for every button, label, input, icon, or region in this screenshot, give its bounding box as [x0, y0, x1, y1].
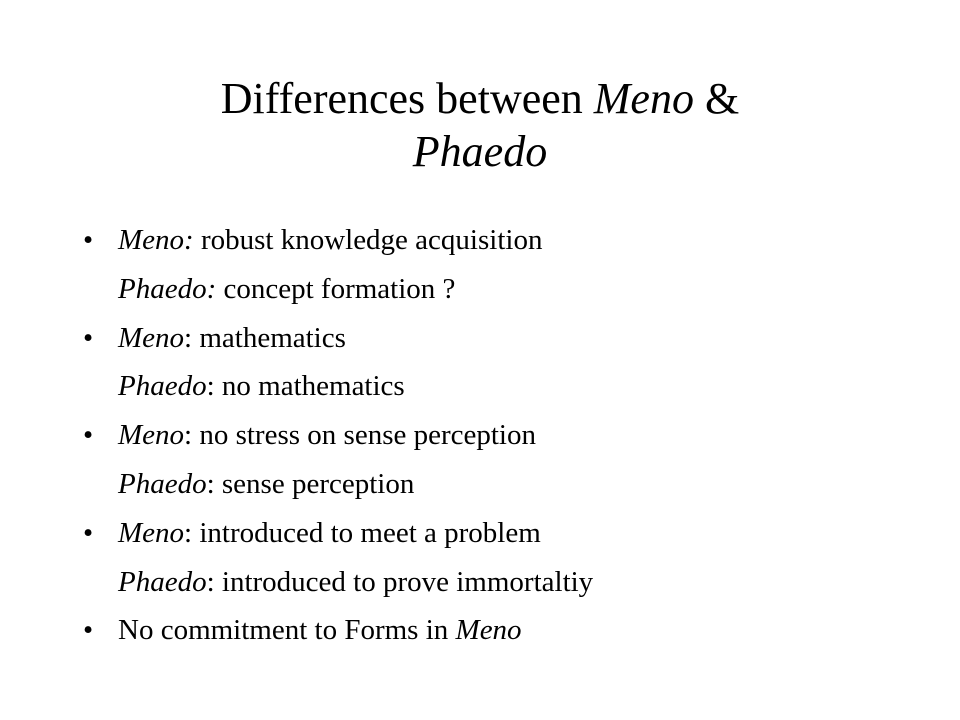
title-meno: Meno [593, 74, 694, 123]
bullet-icon: • [83, 614, 94, 647]
item-rest: : introduced to prove immortaltiy [206, 565, 594, 598]
item-lead: Phaedo [118, 467, 207, 500]
item-rest: : no mathematics [206, 370, 405, 403]
list-subitem-phaedo-immortality [0, 558, 960, 607]
list-subitem-phaedo-concept [0, 265, 960, 314]
item-text [118, 265, 455, 314]
item-text [118, 509, 541, 558]
item-text [118, 606, 522, 655]
bullet-list [0, 216, 960, 655]
item-lead: Meno: [118, 224, 194, 256]
list-item-meno-problem [0, 509, 960, 558]
item-text [118, 411, 536, 460]
item-rest: : sense perception [206, 467, 415, 500]
bullet-icon: • [83, 516, 94, 549]
title-line-2: Phaedo [412, 127, 548, 176]
bullet-icon: • [83, 224, 94, 256]
list-item-meno-mathematics [0, 314, 960, 363]
item-lead: Phaedo [118, 565, 207, 598]
list-subitem-phaedo-sense-perception [0, 460, 960, 509]
item-lead: Meno [118, 419, 185, 452]
item-lead: Meno [118, 516, 185, 549]
slide-title [0, 72, 960, 178]
title-prefix: Differences between [220, 74, 594, 123]
list-item-meno-sense-perception [0, 411, 960, 460]
bullet-icon: • [83, 419, 94, 452]
item-lead: Meno [118, 321, 185, 354]
bullet-icon: • [83, 321, 94, 354]
list-item-forms-commitment [0, 606, 960, 655]
item-text [118, 216, 542, 265]
item-rest: : introduced to meet a problem [184, 516, 541, 549]
title-ampersand: & [693, 74, 740, 123]
item-plain: No commitment to Forms in [118, 614, 456, 647]
list-subitem-phaedo-no-mathematics [0, 362, 960, 411]
item-text [118, 460, 414, 509]
item-rest: robust knowledge acquisition [193, 224, 543, 256]
item-rest: : no stress on sense perception [184, 419, 536, 452]
item-text [118, 558, 593, 607]
item-lead: Phaedo: [118, 272, 217, 305]
item-lead: Phaedo [118, 370, 207, 403]
title-line-1 [0, 72, 960, 125]
item-rest: : mathematics [184, 321, 346, 354]
item-text [118, 362, 405, 411]
item-tail: Meno [455, 614, 522, 647]
item-rest: concept formation ? [216, 272, 456, 305]
list-item-meno-knowledge [0, 216, 960, 265]
item-text [118, 314, 346, 363]
